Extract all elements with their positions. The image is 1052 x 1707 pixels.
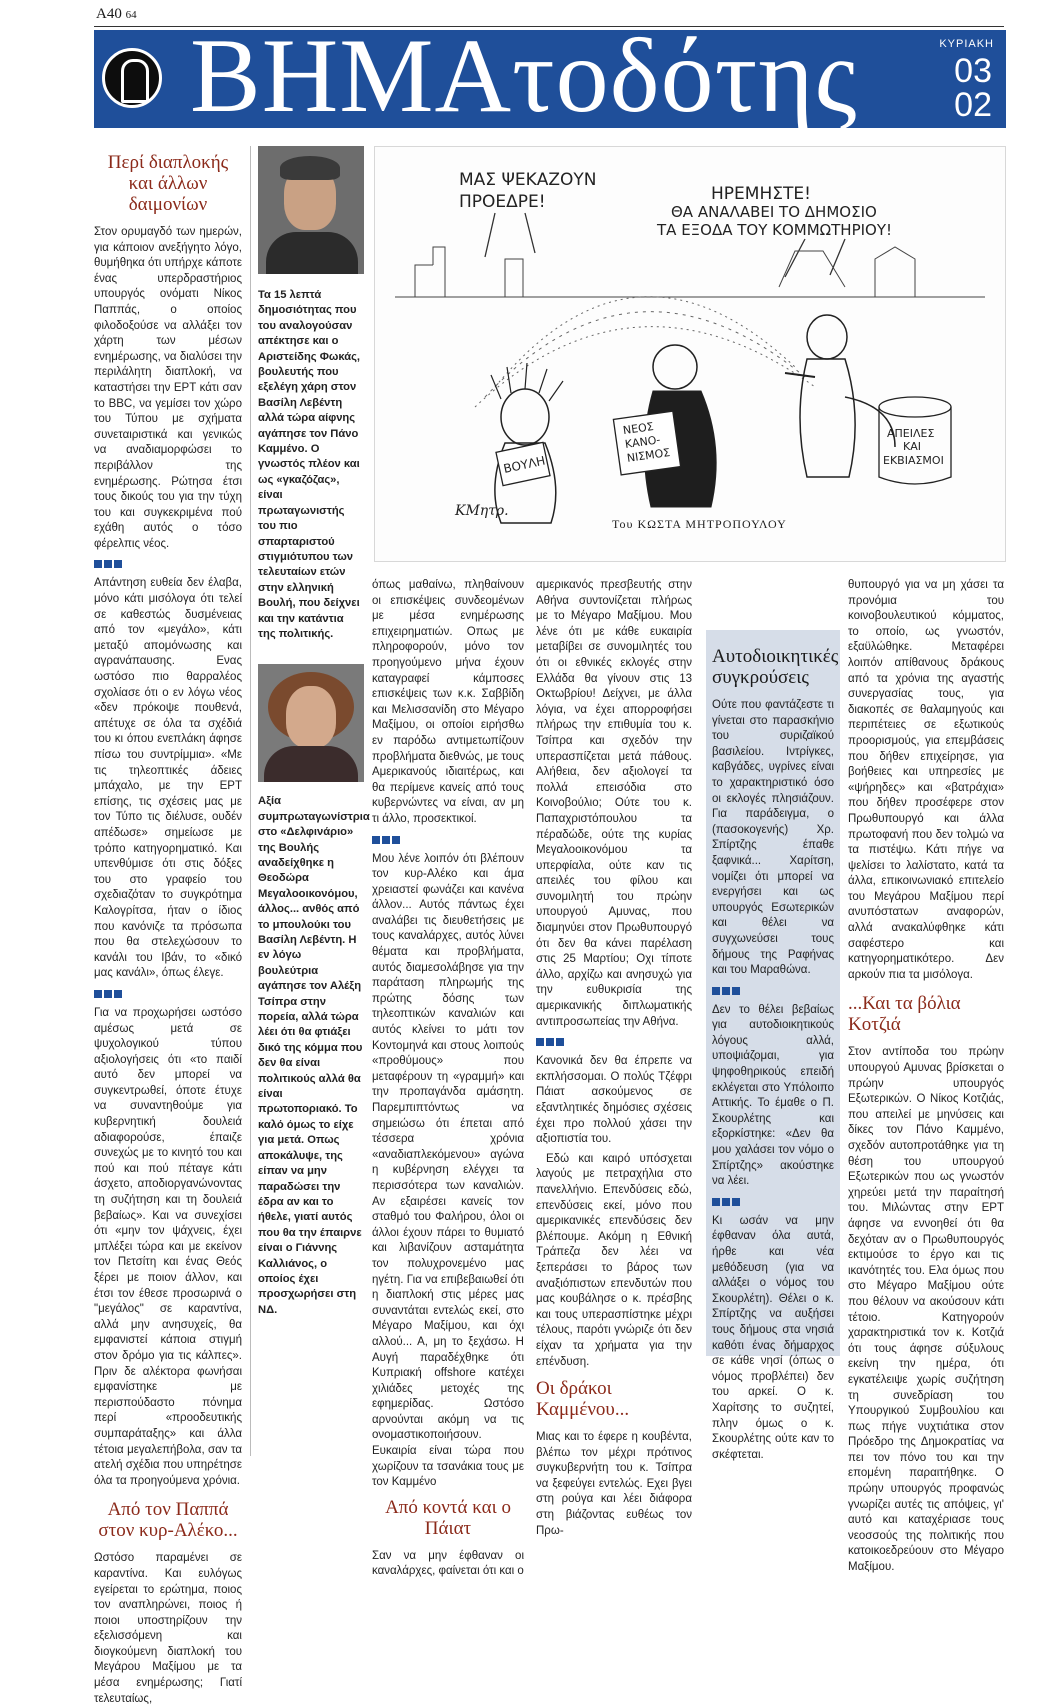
newspaper-logo-icon	[102, 48, 162, 108]
page-number-sub: 64	[125, 9, 137, 21]
paragraph: Απάντηση ευθεία δεν έλαβα, μόνο κάτι μισόλογα ότι τελεί σε καθεστώς δυσμένειας από τον «μεγάλο», κάτι μεταξύ απομόνωσης και αγρανάπαυσης. Ενας ωστόσο πιο θαρραλέος σχολίασε ότι ο εν λόγω νέος «δεν πρόκοψε πουθενά, απέτυχε σε όλα τα σχέδιά του κι όπου ενεπλάκη άφησε πίσω του συντρίμμια». «Με τις τηλεοπτικές άδειες μπάχαλο, με την ΕΡΤ επίσης, τις σχέσεις μας με τον Τύπο τις διέλυσε, ουδέν απέδωσε» σημείωσε με τρόπο κατηγορηματικό. Και υπενθύμισε ότι στις δόξες του στο γραφείο του σχεδιαζόταν το συγκρότημα Καλογρίτσα, ήταν ο ίδιος που κανόνιζε τα πρόσωπα που θα στελεχώσουν το κανάλι του Ιβάν, το «δικό μας κανάλι», όπως έλεγε.	[94, 577, 242, 980]
section-marker	[94, 560, 242, 568]
cartoon-speech-1-line1: ΜΑΣ ΨΕΚΑΖΟΥΝ	[459, 170, 597, 190]
caption-megalooikonomou: Αξία συμπρωταγωνίστρια στο «Δελφινάριο» της Βουλής αναδείχθηκε η Θεοδώρα Μεγαλοοικονόμου, άλλος... ανθός από το μπουλούκι του Βασίλη Λεβέντη. Η εν λόγω βουλεύτρια αγάπησε τον Αλέξη Τσίπρα στην πορεία, αλλά τώρα λέει ότι θα φτιάξει δικό της κόμμα που δεν θα είναι πολιτικούς αλλά θα είναι πρωτοποριακό. Το καλό όμως το είχε για μετά. Οπως αποκάλυψε, της είπαν να μην παραδώσει την έδρα αν και το ήθελε, γιατί αυτός που θα την έπαιρνε είναι ο Γιάννης Καλλιάνος, ο οποίος έχει προσχωρήσει στη ΝΔ.	[258, 795, 370, 1316]
paragraph: Κι ωσάν να μην έφθαναν όλα αυτά, ήρθε και νέα μεθόδευση (για να αλλάξει ο νόμος του Σκουρλέτη). Θέλει ο κ. Σπίρτζης να αυξήσει τους δήμους στα νησιά καθότι ένας δήμαρχος σε κάθε νησί (όπως ο νόμος προβλέπει) δεν του αρκεί. Ο κ. Χαρίτσης το συζητεί, πλην όμως ο κ. Σκουρλέτης ούτε καν το σκέφτεται.	[712, 1214, 834, 1461]
headline-drakoi: Οι δράκοι Καμμένου...	[536, 1378, 630, 1421]
masthead-date-day: 03	[954, 52, 992, 90]
column-6	[848, 578, 1004, 1574]
paragraph: Στον ορυμαγδό των ημερών, για κάποιον ανεξήγητο λόγο, θυμήθηκα ότι υπήρχε κάποτε ένας υπερδραστήριος υπουργός ονόματι Νίκος Παππάς, ο οποίος φιλοδοξούσε να αλλάξει τον χάρτη των μέσων ενημέρωσης, να διαλύσει την περιλάλητη διαπλοκή, να καταστήσει την ΕΡΤ κάτι σαν το BBC, να γεμίσει τον χώρο του Τύπου με σχήματα συνεταιριστικά και γενικώς να αναδιαμορφώσει το περιβάλλον της ενημέρωσης. Ρώτησα έτσι τους δικούς του για την τύχη του και συγκεκριμένα πού εχάθη αυτός ο τόσο φέρελπις νέος.	[94, 226, 242, 550]
cartoon-book-line1: ΝΕΟΣ	[622, 419, 655, 438]
headline-pappas: Από τον Παππά στον κυρ-Αλέκο...	[98, 1499, 238, 1542]
column-2	[258, 146, 370, 1456]
paragraph: Εδώ και καιρό υπόσχεται λαγούς με πετραχήλια στο πανελλήνιο. Επενδύσεις εδώ, επενδύσεις εκεί, μόνο που αμερικανικές επενδύσεις δεν βλέπουμε. Ακόμη η Εθνική Τράπεζα δεν λέει να ξεπεράσει το βάρος των αναξιόπιστων επενδυτών που μας κουβάλησε ο κ. πρέσβης και τους υπερασπίστηκε μέχρι τέλους, παρότι γνώριζε ότι δεν είχαν τα χρήματα για την επένδυση.	[536, 1152, 692, 1368]
headline-pyatt: Από κοντά και ο Πάιατ	[385, 1496, 511, 1539]
paragraph: Για να προχωρήσει ωστόσο αμέσως μετά σε ψυχολογικού τύπου αξιολογήσεις ότι «το παιδί αυτό δεν μπορεί να συγκεντρωθεί, όποτε έτυχε να συναντηθούμε για κυβερνητική δουλειά αδιαφορούσε, έπαιζε συνεχώς με το κινητό του και πού και πού πέταγε κάτι άσχετο, αποδιοργανώνοντας τη συζήτηση και τη δουλειά βεβαίως». Και να συνεχίσει ότι «μην τον ψάχνεις, έχει μπλέξει τώρα και με εκείνον τον Πετσίτη και ένας Θεός ξέρει με ποιον άλλον, και έτσι τον έθεσε προσωρινά ο "μεγάλος" σε καραντίνα, αλλά μην ανησυχείς, θα εμφανιστεί κάποια στιγμή στον δρόμο για τις κάλπες». Πριν δε αλέκτορα φωνήσαι εμφανίστηκε με περισπούδαστο πόνημα περί «προοδευτικής συμπαράταξης» και άλλα τέτοια μεγαλεπήβολα, σαν τα ατελή σχέδια που υπηρέτησε όλα τα προηγούμενα χρόνια.	[94, 1006, 242, 1487]
masthead-day: ΚΥΡΙΑΚΗ	[939, 38, 994, 50]
masthead-title: ΒΗΜΑτοδότης	[190, 17, 858, 134]
cartoon-tank-line1: ΑΠΕΙΛΕΣ	[887, 427, 935, 440]
column-4	[536, 578, 692, 1537]
paragraph: Σαν να μην έφθαναν οι καναλάρχες, φαίνεται ότι και ο	[372, 1549, 524, 1578]
cartoon-speech-2-line3: ΤΑ ΕΞΟΔΑ ΤΟΥ ΚΟΜΜΩΤΗΡΙΟΥ!	[657, 221, 893, 239]
cartoon-credit: Του ΚΩΣΤΑ ΜΗΤΡΟΠΟΥΛΟΥ	[612, 517, 787, 531]
paragraph: Μιας και το έφερε η κουβέντα, βλέπω τον μέχρι πρότινος συγκυβερνήτη του κ. Τσίπρα να ξεφεύγει εντελώς. Εχει βγει στη ρούγα και λέει διάφορα στη βιάζοντας ευθέως τον Πρω-	[536, 1431, 692, 1537]
photo-megalooikonomou	[258, 664, 364, 782]
cartoon-speech-1-line2: ΠΡΟΕΔΡΕ!	[459, 192, 546, 212]
page-number	[96, 6, 137, 23]
cartoon-tank-line2: ΚΑΙ	[903, 440, 921, 453]
paragraph: Ούτε που φαντάζεστε τι γίνεται στο παρασκήνιο του συριζαϊκού βασιλείου. Ιντρίγκες, καβγάδες, υγρίνες είναι το χαρακτηριστικό όσο οι εκλογές πλησιάζουν. Για παράδειγμα, ο (πασοκογενής) Χρ. Σπίρτζης έπαθε ξαφνικά... Χαρίτση, νομίζει ότι μπορεί να ενεργήσει και ως υπουργός Εσωτερικών και θέλει να συγχωνεύσει τους δήμους της Ραφήνας και του Μαραθώνα.	[712, 699, 834, 977]
caption-fokas: Τα 15 λεπτά δημοσιότητας που του αναλογούσαν απέκτησε και ο Αριστείδης Φωκάς, βουλευτής που εξελέγη χάρη στον Βασίλη Λεβέντη αλλά τώρα αίφνης αγάπησε τον Πάνο Καμμένο. Ο γνωστός πλέον και ως «γκαζόζας», είναι πρωταγωνιστής του πιο σπαρταριστού στιγμιότυπου των τελευταίων ετών στην ελληνική Βουλή, που δείχνει και την κατάντια της πολιτικής.	[258, 289, 361, 640]
section-marker	[712, 1198, 834, 1206]
section-marker	[536, 1038, 692, 1046]
photo-fokas	[258, 146, 364, 274]
paragraph: θυπουργό για να μη χάσει τα προνόμια του κοινοβουλευτικού κόμματος, το οποίο, ως γνωστόν, εξαϋλώθηκε. Μεταφέρει λοιπόν απίθανους δράκους από τα χρόνια της αγαστής συνεργασίας τους, για διακοπές σε θαλαμηγούς και περιπέτειες σε εξωτικούς προορισμούς, για επεμβάσεις που δήθεν επιχείρησε, για βοήθειες και υπηρεσίες με «ψήρηδες» και «βατράχια» που δήθεν προσέφερε στον Πρωθυπουργό και άλλα πρωτοφανή που δεν τολμώ να τα πιστέψω. Κάτι πήγε να ψελίσει το λαλίστατο, κατά τα άλλα, επικοινωνιακό επιτελείο του Μεγάρου Μαξίμου περί ανυπόστατων αναφορών, αλλά ανακαλύφθηκε κάτι σαφέστερο και κατηγορηματικότερο. Δεν αρκούν πια τα μισόλογα.	[848, 579, 1004, 981]
paragraph: Κανονικά δεν θα έπρεπε να εκπλήσσομαι. Ο πολύς Τζέφρι Πάιατ ασκούμενος σε εξαντλητικές δημόσιες σχέσεις έχει προ πολλού χάσει την αξιοπιστία του.	[536, 1055, 692, 1146]
paragraph: Δεν το θέλει βεβαίως για αυτοδιοικητικούς λόγους αλλά, υποψιάζομαι, για ψηφοθηρικούς επειδή εκλέγεται στο Υπόλοιπο Αττικής. Το έμαθε ο Π. Σκουρλέτης και εξορκίστηκε: «Δεν θα μου χαλάσει τον νόμο ο Σπίρτζης» ακούστηκε να λέει.	[712, 1003, 834, 1188]
paragraph: όπως μαθαίνω, πληθαίνουν οι επισκέψεις συνδεομένων με μέσα ενημέρωσης επιχειρηματιών. Οπως με πληροφορούν, μόνο τον προηγούμενο μήνα έχουν καταγραφεί κάμποσες επισκέψεις των κ.κ. Σαββίδη και Μελισσανίδη στο Μέγαρο Μαξίμου, οι οποίοι ειρήσθω εν παρόδω αντιμετωπίζουν προβλήματα διεθνώς, με τους Αμερικανούς ιδιαιτέρως, και θα περίμενε κανείς από τους κυβερνώντες να είναι, αν μη τι άλλο, προσεκτικοί.	[372, 579, 524, 825]
headline-aftodioikisi: Αυτοδιοικητικές συγκρούσεις	[712, 646, 839, 688]
cartoon-bag-label: ΒΟΥΛΗ	[502, 453, 547, 476]
paragraph: Μου λένε λοιπόν ότι βλέπουν τον κυρ-Αλέκο και άμα χρειαστεί φωνάζει και κανένα άλλον... Αυτός πάντως έχει αναλάβει τις διευθετήσεις με τους καναλάρχες, αυτός λύνει θέματα και προβλήματα, αυτός διαμεσολάβησε για την παράταση πληρωμής της πρώτης δόσης των τηλεοπτικών καναλιών και αυτός κλείνει το μάτι τον Κοντομηνά και στους λοιπούς «προθύμους» που μεταφέρουν τη «γραμμή» και την προπαγάνδα αμάσητη. Παρεμπιπτόντως να σημειώσω ότι έπεται από τέσσερα χρόνια «αναδιαπλεκόμενου» αγώνα η κυβέρνηση ελέγχει τα περισσότερα των καναλιών. Αν εξαιρέσει κανείς τον σταθμό του Φαλήρου, όλοι οι άλλοι έχουν πάρει το θυμιατό και λιβανίζουν ασταμάτητα τον πολυχρονεμένο μας ηγέτη. Για να επιβεβαιωθεί ότι η διαπλοκή στις μέρες μας συναντάται εντελώς εκεί, στο Μέγαρο Μαξίμου, και όχι αλλού... Α, μη το ξεχάσω. Η Αυγή παραδέχθηκε ότι Κυπριακή offshore κατέχει χιλιάδες μετοχές της εφημερίδας. Ωστόσο αρνούνται ακόμη να τις ονομαστικοποιήσουν. Ευκαιρία είναι τώρα που χωρίζουν τα τσανάκια τους με τον Καμμένο	[372, 852, 524, 1489]
cartoon-tank-line3: ΕΚΒΙΑΣΜΟΙ	[883, 454, 944, 467]
page-number-main: A40	[96, 6, 122, 22]
masthead-date	[954, 54, 992, 122]
section-marker	[372, 836, 524, 844]
cartoon-book-line2: ΚΑΝΟ-	[624, 433, 662, 452]
cartoon-speech-2-line2: ΘΑ ΑΝΑΛΑΒΕΙ ΤΟ ΔΗΜΟΣΙΟ	[671, 203, 877, 221]
column-1	[94, 146, 242, 1705]
masthead-date-month: 02	[954, 86, 992, 124]
cartoon-book-line3: ΝΙΣΜΟΣ	[626, 445, 671, 465]
masthead	[94, 17, 1006, 134]
cartoon-speech-2-line1: ΗΡΕΜΗΣΤΕ!	[711, 184, 811, 204]
headline-kotzias: ...Και τα βόλια Κοτζιά	[848, 993, 961, 1036]
cartoon-drawing	[375, 147, 1005, 561]
column-5	[712, 640, 839, 1461]
cartoon-signature: ΚΜητρ.	[455, 503, 509, 519]
paragraph: Ωστόσο παραμένει σε καραντίνα. Και ευλόγως εγείρεται το ερώτημα, ποιος τον αναπληρώνει, ποιος ή ποιοι υποστηρίζουν την εξελισσόμενη και διογκούμενη διαπλοκή του Μεγάρου Μαξίμου με τα μέσα ενημέρωσης; Γιατί τελευταίως,	[94, 1552, 242, 1705]
headline-diaploki: Περί διαπλοκής και άλλων δαιμονίων	[107, 152, 229, 215]
column-3	[372, 578, 524, 1578]
column-rule	[250, 146, 251, 1456]
cartoon	[374, 146, 1006, 562]
paragraph: Στον αντίποδα του πρώην υπουργού Αμυνας βρίσκεται ο πρώην υπουργός Εξωτερικών. Ο Νίκος Κοτζιάς, που απειλεί με μηνύσεις και δίκες τον Πάνο Καμμένο, σχεδόν αυτοπροτάθηκε για τη θέση του υπουργού Εξωτερικών που ως γνωστόν χηρεύει μετά την παραίτησή του. Μιλώντας στην ΕΡΤ άφησε να εννοηθεί ότι θα δεχόταν αν ο Πρωθυπουργός εκτιμούσε το έργο και τις ικανότητές του. Ελα όμως που στο Μέγαρο Μαξίμου ούτε που θέλουν να ακούσουν κάτι τέτοιο. Κατηγορούν χαρακτηριστικά τον κ. Κοτζιά ότι τους άφησε σύξυλους εκείνη την ημέρα, ότι εγκατέλειψε χωρίς συζήτηση τη συνεδρίαση του Υπουργικού Συμβουλίου και πως πήγε νυχτιάτικα στον Πρόεδρο της Δημοκρατίας να πει τον πόνο του και την επομένη παραιτήθηκε. Ο πρώην υπουργός προφανώς γνωρίζει αυτές τις απόψεις, γι' αυτό και καταχέριασε τους νεοσσούς της πολιτικής που κατοικοεδρεύουν στο Μέγαρο Μαξίμου.	[848, 1046, 1004, 1574]
paragraph: αμερικανός πρεσβευτής στην Αθήνα συντονίζεται πλήρως με το Μέγαρο Μαξίμου. Μου λένε ότι με κάθε ευκαιρία μεταβίβει σε συνομιλητές του ότι οι εθνικές εκλογές στην Ελλάδα θα γίνουν στις 13 Οκτωβρίου! Δείχνει, με άλλα λόγια, να έχει απορροφήσει πλήρως την επιθυμία του κ. Τσίπρα και σχεδόν την υπερασπίζεται μετά πάθους. Αλήθεια, δεν αξιολογεί τα πολλά επεισόδια στο Κοινοβούλιο; Ούτε του κ. Παπαχριστόπουλου τα πέραδώδε, ούτε της κυρίας Μεγαλοοικονόμου τα υπερφίαλα, ούτε καν τις απειλές του φίλου και συνομιλητή του πρώην υπουργού Αμυνας, που διαμηνύει στον Πρωθυπουργό ότι δεν θα κάνει παρέλαση στις 25 Μαρτίου; Οχι τίποτε άλλο, αρχίζω και ανησυχώ για την ευθυκρισία της αμερικανικής διπλωματικής αντιπροσωπείας την Αθήνα.	[536, 579, 692, 1028]
section-marker	[712, 987, 834, 995]
section-marker	[94, 990, 242, 998]
